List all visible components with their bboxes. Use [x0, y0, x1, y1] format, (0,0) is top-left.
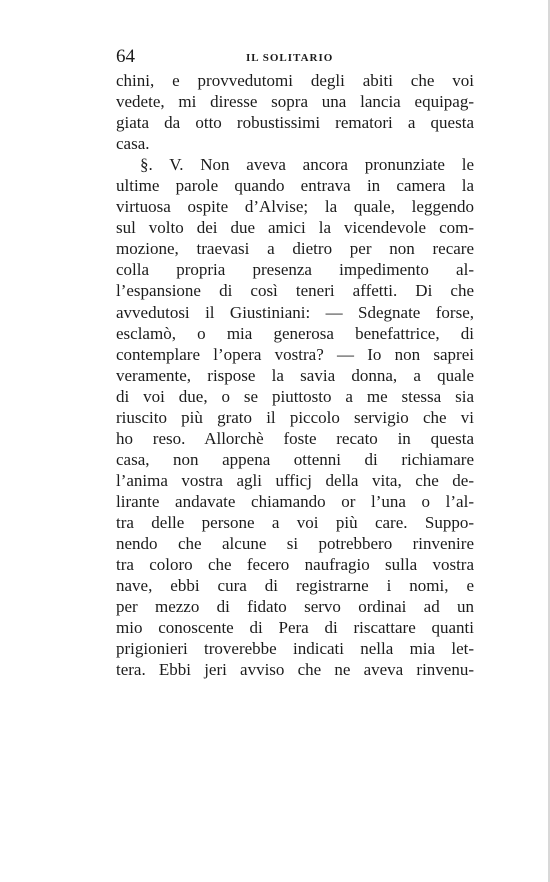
page-header — [116, 44, 474, 70]
text-line: di voi due, o se piuttosto a me stessa sia — [116, 386, 474, 406]
text-line: tra delle persone a voi più care. Suppo- — [116, 512, 474, 532]
text-line: colla propria presenza impedimento al- — [116, 260, 474, 280]
text-line: l’espansione di così teneri affetti. Di che — [116, 281, 474, 301]
text-line: giata da otto robustissimi rematori a questa — [116, 113, 474, 133]
text-line: mio conoscente di Pera di riscattare quanti — [116, 618, 474, 638]
paragraph-start-line: §. V. Non aveva ancora pronunziate le — [140, 155, 474, 175]
text-line: nendo che alcune si potrebbero rinvenire — [116, 534, 474, 554]
text-line: l’anima vostra agli ufficj della vita, che de- — [116, 470, 474, 490]
text-line: veramente, rispose la savia donna, a quale — [116, 365, 474, 385]
text-line: riuscito più grato il piccolo servigio che vi — [116, 407, 474, 427]
text-line: contemplare l’opera vostra? — Io non saprei — [116, 344, 474, 364]
text-line: per mezzo di fidato servo ordinai ad un — [116, 597, 474, 617]
text-line: ultime parole quando entrava in camera la — [116, 176, 474, 196]
text-line: tra coloro che fecero naufragio sulla vostra — [116, 555, 474, 575]
text-line: virtuosa ospite d’Alvise; la quale, leggendo — [116, 197, 474, 217]
text-line: esclamò, o mia generosa benefattrice, di — [116, 323, 474, 343]
text-line: lirante andavate chiamando or l’una o l’al- — [116, 491, 474, 511]
running-head: IL SOLITARIO — [246, 52, 334, 64]
text-line: casa. — [116, 134, 150, 154]
text-line: sul volto dei due amici la vicendevole com- — [116, 218, 474, 238]
text-line: avvedutosi il Giustiniani: — Sdegnate forse, — [116, 302, 474, 322]
text-line: vedete, mi diresse sopra una lancia equipag- — [116, 92, 474, 112]
body-text — [116, 70, 474, 680]
page-number: 64 — [116, 46, 135, 67]
text-line: prigionieri troverebbe indicati nella mia let- — [116, 639, 474, 659]
text-line: nave, ebbi cura di registrarne i nomi, e — [116, 576, 474, 596]
text-line: mozione, traevasi a dietro per non recare — [116, 239, 474, 259]
text-line: ho reso. Allorchè foste recato in questa — [116, 428, 474, 448]
text-line: chini, e provvedutomi degli abiti che voi — [116, 71, 474, 90]
text-line: tera. Ebbi jeri avviso che ne aveva rinvenu- — [116, 660, 474, 680]
text-line: casa, non appena ottenni di richiamare — [116, 449, 474, 469]
